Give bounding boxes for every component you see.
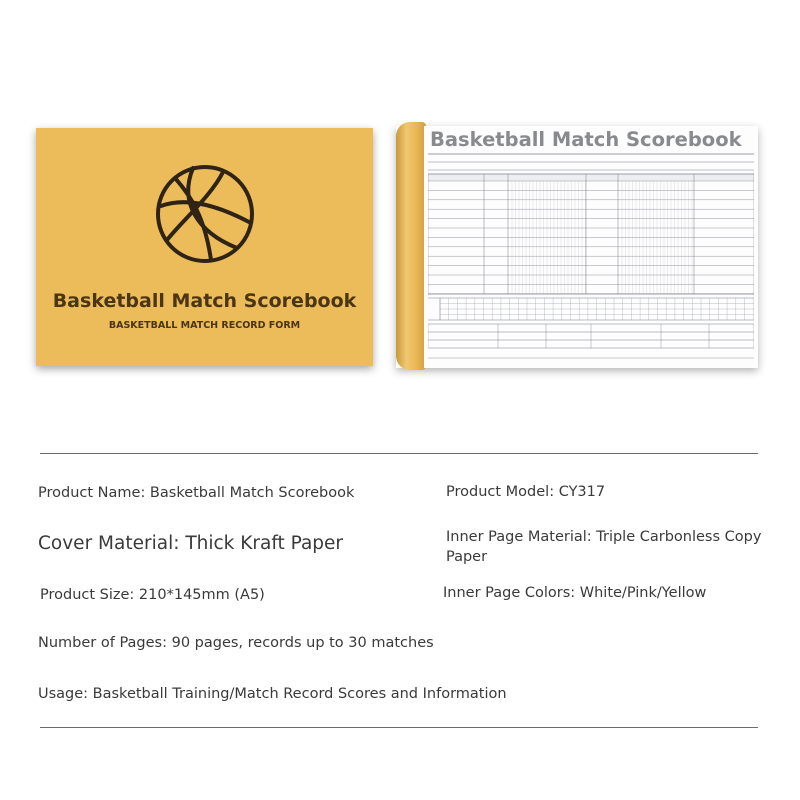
spec-product-name: Product Name: Basketball Match Scorebook [38, 485, 355, 501]
spec-inner-page-colors: Inner Page Colors: White/Pink/Yellow [443, 585, 707, 601]
spec-cover-material: Cover Material: Thick Kraft Paper [38, 533, 344, 554]
divider-bottom [40, 727, 758, 728]
spec-product-size: Product Size: 210*145mm (A5) [40, 587, 265, 603]
book-spine [396, 122, 426, 370]
divider-top [40, 453, 758, 454]
cover-title: Basketball Match Scorebook [52, 290, 357, 312]
spec-inner-page-material: Inner Page Material: Triple Carbonless Copy Paper [446, 529, 762, 565]
form-shade-3 [428, 174, 754, 181]
score-sheet-form [428, 152, 754, 364]
basketball-icon [153, 162, 257, 266]
inner-page [424, 126, 758, 368]
spec-usage: Usage: Basketball Training/Match Record Scores and Information [38, 686, 507, 702]
spec-product-model: Product Model: CY317 [446, 484, 606, 500]
spec-number-of-pages: Number of Pages: 90 pages, records up to 30 matches [38, 635, 434, 651]
inner-page-title: Basketball Match Scorebook [430, 128, 742, 151]
cover-subtitle: BASKETBALL MATCH RECORD FORM [108, 320, 301, 331]
scorebook-cover [36, 128, 373, 366]
